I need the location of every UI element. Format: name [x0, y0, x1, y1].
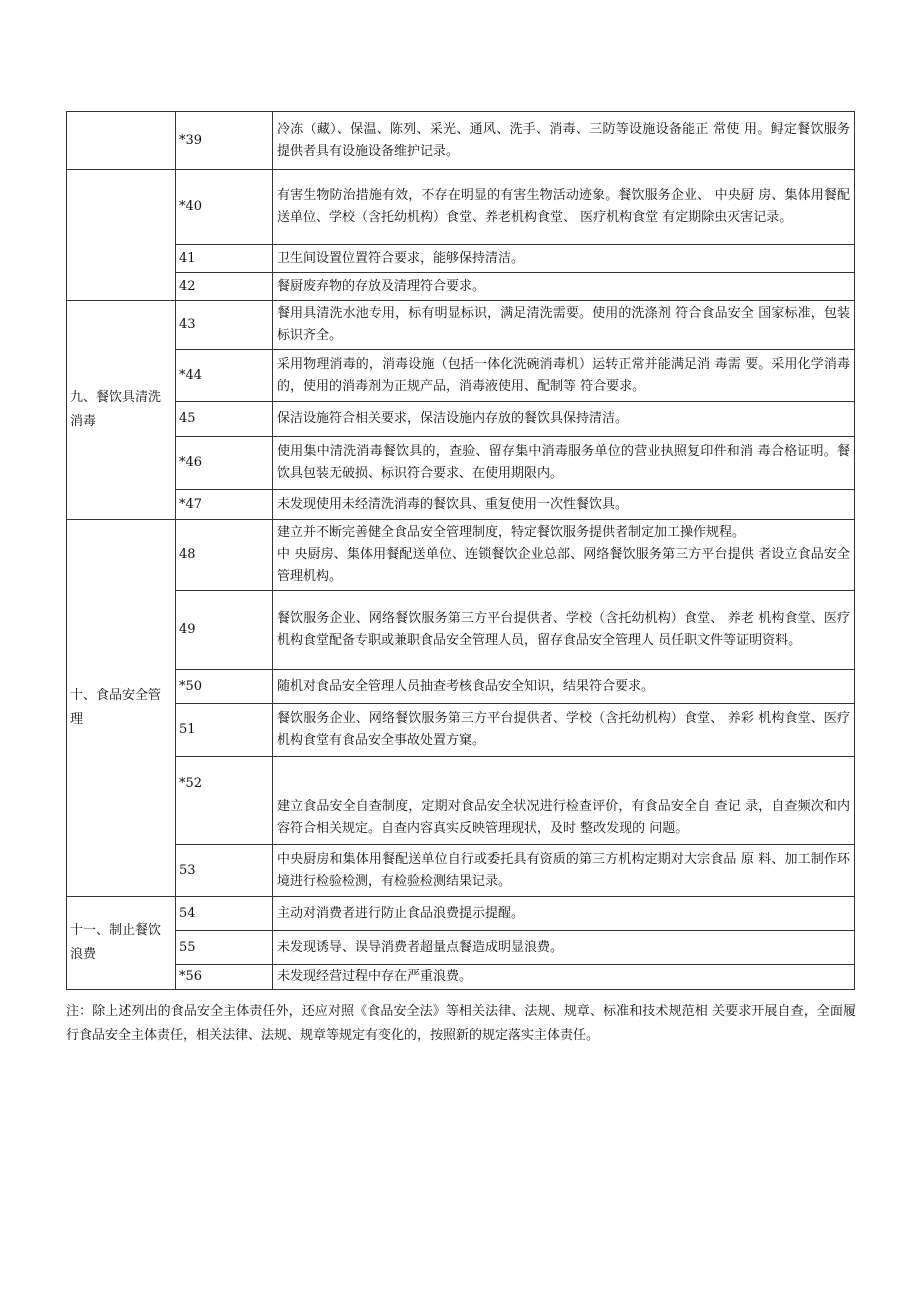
- category-cell-10: 十、食品安全管理: [67, 520, 176, 897]
- footnote: 注：除上述列出的食品安全主体责任外，还应对照《食品安全法》等相关法律、法规、规章、标准和技术规范相 关要求开展自查，全面履行食品安全主体责任，相关法律、法规、规章等规定有变化的，按照新的规定落实主体责任。: [66, 1004, 856, 1043]
- item-text: 中央厨房和集体用餐配送单位自行或委托具有资质的第三方机构定期对大宗食品 原 料、加工制作环境进行检验检测，有检验检测结果记录。: [273, 845, 855, 897]
- item-number: *46: [176, 437, 273, 490]
- item-number: 53: [176, 845, 273, 897]
- table-row: [67, 112, 855, 170]
- item-text: 建立食品安全自查制度，定期对食品安全状况进行检查评价，有食品安全自 查记 录，自查频次和内容符合相关规定。自查内容真实反映管理现状，及时 整改发现的 问题。: [273, 757, 855, 845]
- table-row: [67, 245, 855, 273]
- item-number: 42: [176, 273, 273, 301]
- item-text: 随机对食品安全管理人员抽查考核食品安全知识，结果符合要求。: [273, 670, 855, 704]
- item-number: 45: [176, 402, 273, 437]
- table-row: [67, 845, 855, 897]
- item-text: 未发现诱导、误导消费者超量点餐造成明显浪费。: [273, 931, 855, 965]
- table-row: [67, 170, 855, 245]
- item-number: *40: [176, 170, 273, 245]
- table-row: [67, 670, 855, 704]
- item-text: 主动对消费者进行防止食品浪费提示提醒。: [273, 897, 855, 931]
- item-number: 55: [176, 931, 273, 965]
- table-row: [67, 897, 855, 931]
- item-text: 餐厨废弃物的存放及清理符合要求。: [273, 273, 855, 301]
- item-text: 餐饮服务企业、网络餐饮服务第三方平台提供者、学校（含托幼机构）食堂、 养彩 机构食堂、医疗机构食堂有食品安全事故处置方窠。: [273, 704, 855, 757]
- table-row: [67, 520, 855, 591]
- item-text: 采用物理消毒的，消毒设施（包括一体化洗碗消毒机）运转正常并能满足消 毒需 要。采用化学消毒的，使用的消毒剂为正规产品，消毒液使用、配制等 符合要求。: [273, 350, 855, 402]
- table-row: [67, 273, 855, 301]
- item-text: 使用集中清洗消毒餐饮具的，查验、留存集中消毒服务单位的营业执照复印件和消 毒合格证明。餐饮具包装无破损、标识符合要求、在使用期限内。: [273, 437, 855, 490]
- item-number: 51: [176, 704, 273, 757]
- table-row: [67, 402, 855, 437]
- table-row: [67, 591, 855, 670]
- item-text: 冷冻（藏）、保温、陈列、采光、通风、洗手、消毒、三防等设施设备能正 常使 用。鲟定餐饮服务提供者具有设施设备维护记录。: [273, 112, 855, 170]
- table-row: [67, 490, 855, 520]
- item-text: 未发现经营过程中存在严重浪费。: [273, 965, 855, 990]
- item-text: 餐用具清洗水池专用，标有明显标识，满足清洗需要。使用的洗涤剂 符合食品安全 国家标准，包装标识齐全。: [273, 301, 855, 350]
- item-text: 建立并不断完善健全食品安全管理制度，特定餐饮服务提供者制定加工操作规程。 中 央厨房、集体用餐配送单位、连锁餐饮企业总部、网络餐饮服务第三方平台提供 者设立食品安全管理机构。: [273, 520, 855, 591]
- item-text: 有害生物防治措施有效，不存在明显的有害生物活动迹象。餐饮服务企业、 中央厨 房、集体用餐配送单位、学校（含托幼机构）食堂、养老机构食堂、 医疗机构食堂 有定期除虫灭害记录。: [273, 170, 855, 245]
- item-text: 未发现使用未经清洗消毒的餐饮具、重复使用一次性餐饮具。: [273, 490, 855, 520]
- table-row: [67, 757, 855, 845]
- table-row: [67, 965, 855, 990]
- category-cell-empty: [67, 170, 176, 301]
- item-number: *47: [176, 490, 273, 520]
- item-text: 保洁设施符合相关要求，保洁设施内存放的餐饮具保持清洁。: [273, 402, 855, 437]
- table-row: [67, 301, 855, 350]
- item-number: 49: [176, 591, 273, 670]
- item-text: 卫生间设置位置符合要求，能够保持清洁。: [273, 245, 855, 273]
- item-number: *50: [176, 670, 273, 704]
- category-cell-empty: [67, 112, 176, 170]
- item-number: *44: [176, 350, 273, 402]
- item-number: 54: [176, 897, 273, 931]
- item-number: *39: [176, 112, 273, 170]
- self-inspection-table: [66, 111, 855, 990]
- table-row: [67, 437, 855, 490]
- category-cell-11: 十一、制止餐饮浪费: [67, 897, 176, 990]
- item-number: *56: [176, 965, 273, 990]
- table-row: [67, 931, 855, 965]
- table-row: [67, 350, 855, 402]
- item-number: 48: [176, 520, 273, 591]
- category-cell-9: 九、餐饮具清洗消毒: [67, 301, 176, 520]
- item-number: *52: [176, 757, 273, 845]
- item-number: 43: [176, 301, 273, 350]
- item-text: 餐饮服务企业、网络餐饮服务第三方平台提供者、学校（含托幼机构）食堂、 养老 机构食堂、医疗机构食堂配备专职或兼职食品安全管理人员，留存食品安全管理人 员任职文件等证明资料。: [273, 591, 855, 670]
- table-row: [67, 704, 855, 757]
- item-number: 41: [176, 245, 273, 273]
